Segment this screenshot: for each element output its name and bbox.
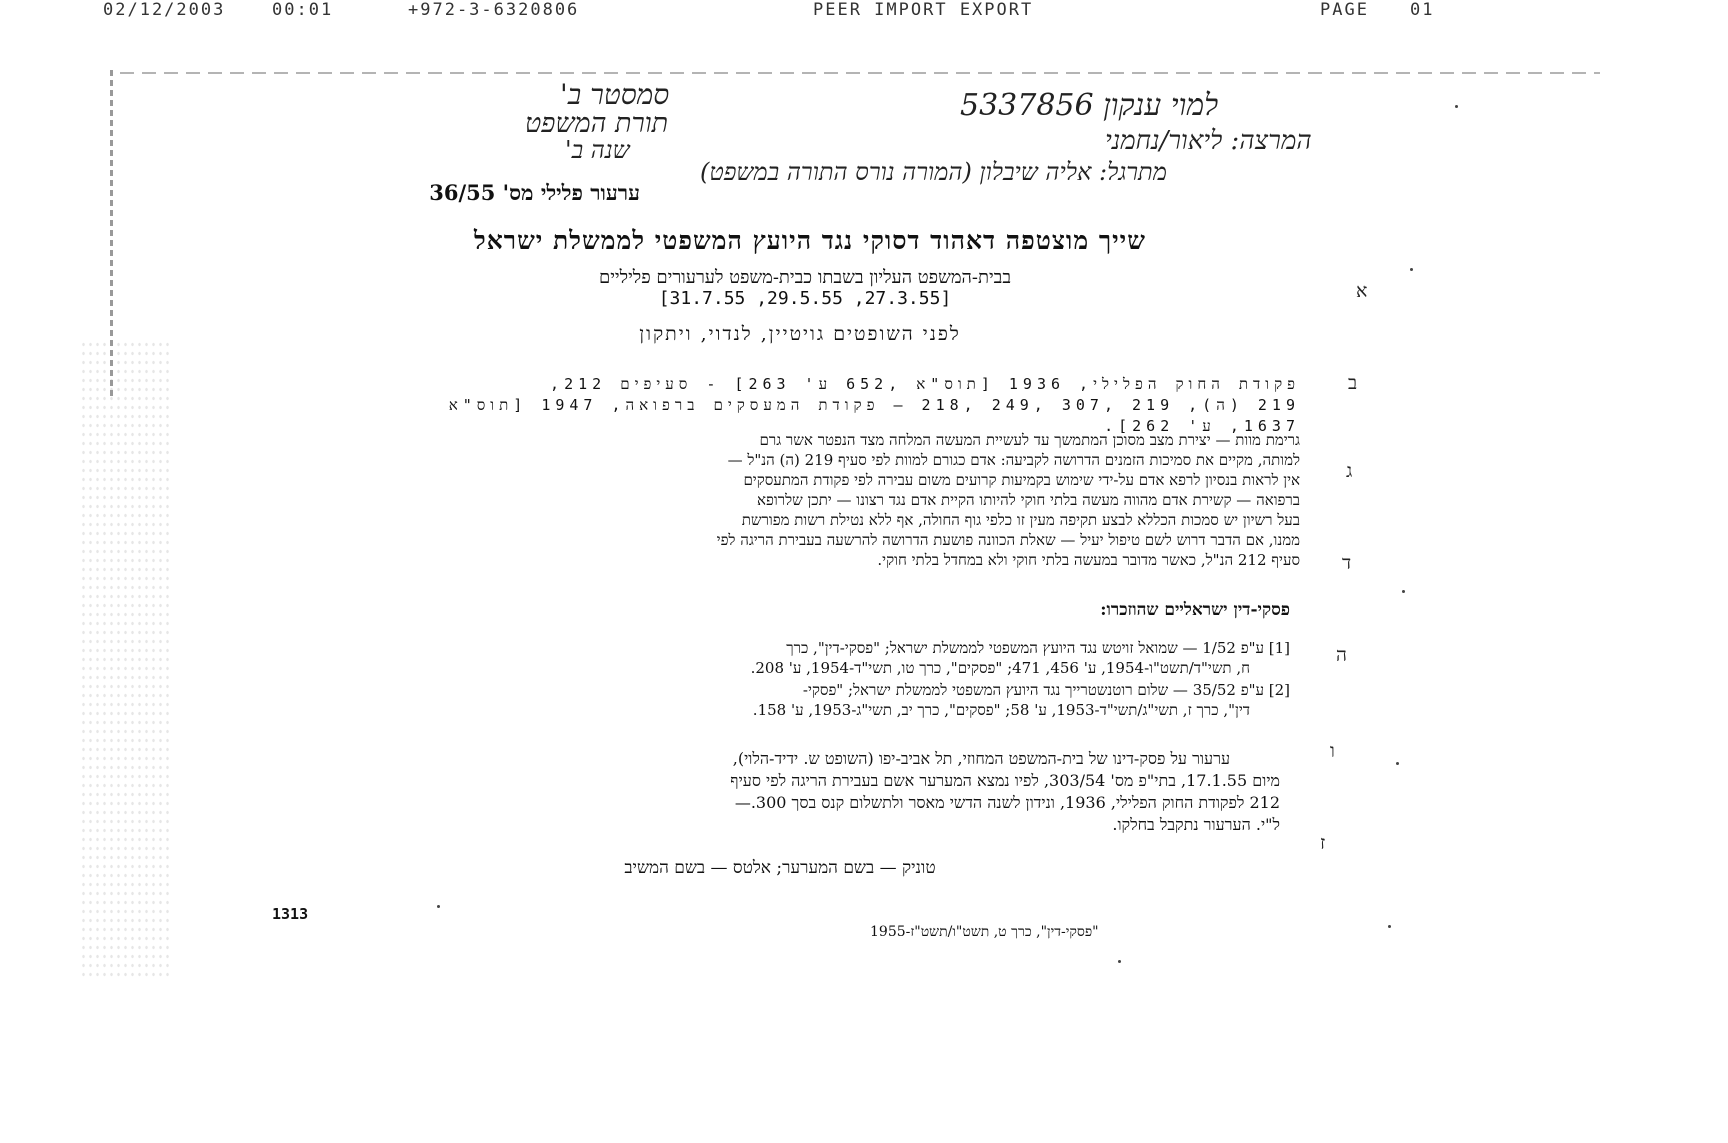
handwritten-lecturer: המרצה: ליאור/נחמני [1105, 126, 1312, 156]
scan-speck [1388, 925, 1391, 928]
page-number: 1313 [272, 905, 309, 923]
handwritten-course: תורת המשפט [525, 108, 669, 139]
statute-references [290, 374, 1300, 437]
margin-letter: א [1356, 280, 1368, 302]
hearing-dates: [31.7.55 ,29.5.55 ,27.3.55] [658, 288, 952, 309]
footer-citation: "פסקי-דין", כרך ט, תשט"ו/תשט"ז-1955 [870, 924, 1099, 940]
statute-line: 219 (ה), 219 ,307 ,249 ,218 — פקודת המעסקים ברפואה, 1947 [תוס"א [448, 396, 1300, 414]
appeal-paragraph [290, 748, 1280, 836]
scan-noise [80, 340, 170, 980]
fax-sender: PEER IMPORT EXPORT [813, 0, 1034, 20]
appeal-line: מיום 17.1.55, בתי"פ מס' 303/54, לפיו נמצא המערער אשם בעבירת הריגה לפי סעיף [730, 771, 1280, 790]
cited-case-number: [1] [1268, 639, 1290, 657]
summary-line: אין לראות בנסיון לרפא אדם על-ידי שימוש בקמיעות קרועים משום עבירה לפי פקודת המתעסקים [743, 471, 1300, 489]
summary-line: ממנו, אם הדבר דרוש לשם טיפול יעיל — שאלת הכוונה פושעת הדרושה להרשעה בעבירת הריגה לפי [716, 531, 1300, 549]
summary-line: ברפואה — קשירת אדם מהווה מעשה בלתי חוקי להיותו הקיית אדם נגד רצונו — יתכן שלרופא [757, 491, 1300, 509]
margin-letter: ב [1348, 372, 1358, 394]
margin-letter: ד [1342, 552, 1352, 574]
summary-line: סעיף 212 הנ"ל, כאשר מדובר במעשה בלתי חוקי ולא במחדל בלתי חוקי. [877, 551, 1300, 569]
margin-letter: ג [1346, 460, 1353, 482]
cited-case-1 [290, 638, 1290, 678]
statute-line: פקודת החוק הפלילי, 1936 [תוס"א ,652 ע' 263] - סעיפים 212, [550, 375, 1300, 393]
scan-speck [437, 905, 440, 908]
appeal-line: ערעור על פסק-דינו של בית-המשפט המחוזי, תל אביב-יפו (השופט ש. ידיד-הלוי), [732, 749, 1230, 768]
counsel-line: טוניק — בשם המערער; אלטס — בשם המשיב [624, 858, 936, 878]
cited-case-line: [2] ע"פ 35/52 — שלום רוטנשטרייך נגד היועץ המשפטי לממשלת ישראל; "פסקי- [802, 681, 1290, 699]
fax-time: 00:01 [272, 0, 334, 20]
cited-case-line: דין", כרך ז, תשי"ג/תשי"ד-1953, ע' 58; "פסקים", כרך יב, תשי"ג-1953, ע' 158. [752, 701, 1250, 719]
cited-case-line: [1] ע"פ 1/52 — שמואל זויטש נגד היועץ המשפטי לממשלת ישראל; "פסקי-דין", כרך [786, 639, 1290, 657]
cited-case-number: [2] [1268, 681, 1290, 699]
cited-cases-title: פסקי-דין ישראליים שהוזכרו: [1100, 600, 1290, 620]
handwritten-year: שנה ב' [565, 136, 630, 164]
case-number: ערעור פלילי מס' 36/55 [429, 180, 640, 205]
court-name: בבית-המשפט העליון בשבתו כבית-משפט לערעורים פליליים [598, 267, 1012, 288]
margin-letter: ז [1320, 832, 1326, 854]
margin-letter: ו [1330, 740, 1335, 762]
scan-speck [1396, 762, 1399, 765]
appeal-line: 212 לפקודת החוק הפלילי, 1936, ונידון לשנה הדשי מאסר ולתשלום קנס בסך 300.— [734, 793, 1280, 812]
case-title: שייך מוצטפה דאהוד דסוקי נגד היועץ המשפטי לממשלת ישראל [474, 226, 1146, 255]
fax-page-label: PAGE [1320, 0, 1369, 20]
headnote-summary [290, 430, 1300, 570]
scan-top-rule [120, 72, 1600, 74]
scan-speck [1410, 268, 1413, 271]
scan-speck [1455, 105, 1458, 108]
handwritten-semester: סמסטר ב' [560, 78, 670, 111]
fax-page-number: 01 [1410, 0, 1435, 20]
cited-case-2 [290, 680, 1290, 720]
summary-line: למותה, מקיים את סמיכות הזמנים הדרושה לקביעה: אדם כגורם למוות לפי סעיף 219 (ה) הנ"ל — [727, 451, 1300, 469]
judges: לפני השופטים גויטיין, לנדוי, ויתקון [639, 323, 961, 345]
summary-line: בעל רשיון יש סמכות הכללא לבצע תקיפה מעין זו כלפי גוף החולה, אף ללא נטילת רשות מפורשת [741, 511, 1300, 529]
fax-header [0, 0, 1728, 26]
cited-case-line: ח, תשי"ד/תשט"ו-1954, ע' 456, 471; "פסקים", כרך טו, תשי"ד-1954, ע' 208. [750, 659, 1250, 677]
appeal-line: ל"י. הערעור נתקבל בחלקו. [1112, 815, 1280, 834]
handwritten-tutor: מתרגל: אליה שיבלון (המורה נורס התורה במשפט) [700, 158, 1167, 186]
scan-speck [1402, 590, 1405, 593]
fax-phone: +972-3-6320806 [408, 0, 580, 20]
fax-date: 02/12/2003 [103, 0, 226, 20]
statute-line: 1637, ע' 262]. [1104, 417, 1300, 435]
margin-letter: ה [1336, 644, 1347, 666]
summary-line: גרימת מוות — יצירת מצב מסוכן המתמשך עד לעשיית המעשה המלחה מצד הנפטר אשר גרם [759, 431, 1300, 449]
scan-speck [1118, 960, 1121, 963]
handwritten-student-id: למוי ענקון 5337856 [960, 88, 1219, 123]
